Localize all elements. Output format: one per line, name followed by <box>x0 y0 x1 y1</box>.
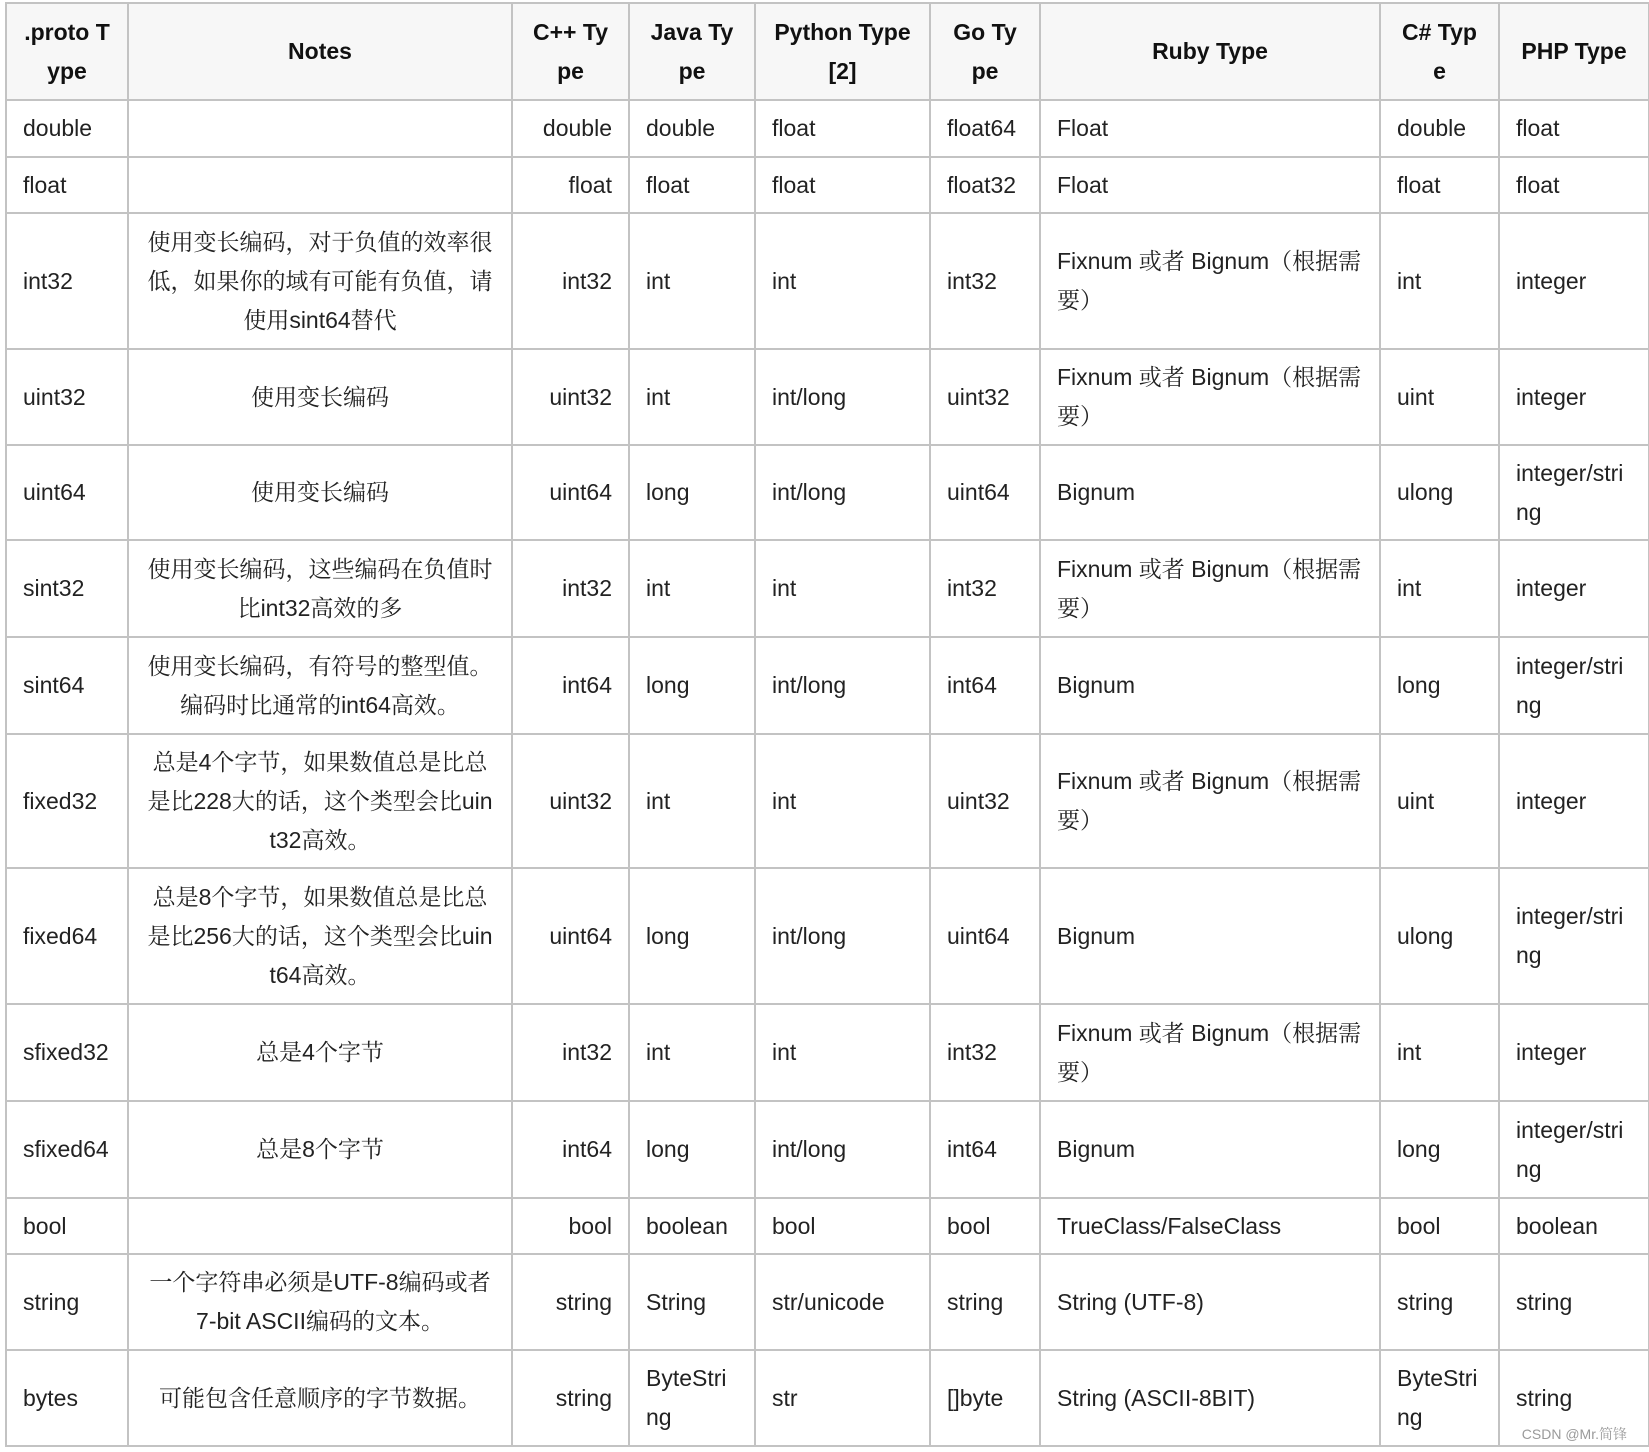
cell-python-type: int <box>755 734 930 868</box>
cell-cpp-type: uint64 <box>512 445 629 540</box>
cell-csharp-type: int <box>1380 213 1499 349</box>
cell-csharp-type: long <box>1380 637 1499 734</box>
cell-python-type: int <box>755 213 930 349</box>
cell-python-type: int/long <box>755 1101 930 1198</box>
cell-python-type: int/long <box>755 637 930 734</box>
cell-go-type: uint64 <box>930 868 1040 1004</box>
cell-java-type: long <box>629 868 755 1004</box>
cell-ruby-type: Bignum <box>1040 868 1380 1004</box>
cell-notes: 一个字符串必须是UTF-8编码或者7-bit ASCII编码的文本。 <box>128 1254 512 1350</box>
cell-java-type: long <box>629 1101 755 1198</box>
header-php-type: PHP Type <box>1499 3 1649 100</box>
header-go-type: Go Type <box>930 3 1040 100</box>
cell-go-type: uint32 <box>930 734 1040 868</box>
cell-notes: 总是4个字节，如果数值总是比总是比228大的话，这个类型会比uint32高效。 <box>128 734 512 868</box>
cell-csharp-type: float <box>1380 157 1499 213</box>
cell-go-type: float64 <box>930 100 1040 157</box>
cell-proto-type: bool <box>6 1198 128 1254</box>
table-row <box>6 213 1649 349</box>
cell-ruby-type: Fixnum 或者 Bignum（根据需要） <box>1040 734 1380 868</box>
header-java-type: Java Type <box>629 3 755 100</box>
cell-proto-type: sint32 <box>6 540 128 637</box>
cell-php-type: string <box>1499 1350 1649 1446</box>
header-ruby-type: Ruby Type <box>1040 3 1380 100</box>
table-row <box>6 1198 1649 1254</box>
cell-java-type: int <box>629 213 755 349</box>
header-proto-type: .proto Type <box>6 3 128 100</box>
watermark: CSDN @Mr.简锋 <box>1521 1426 1627 1442</box>
cell-java-type: String <box>629 1254 755 1350</box>
cell-ruby-type: String (ASCII-8BIT) <box>1040 1350 1380 1446</box>
cell-go-type: int32 <box>930 1004 1040 1101</box>
cell-ruby-type: Bignum <box>1040 637 1380 734</box>
cell-proto-type: fixed64 <box>6 868 128 1004</box>
cell-csharp-type: uint <box>1380 349 1499 445</box>
cell-java-type: int <box>629 349 755 445</box>
cell-cpp-type: uint64 <box>512 868 629 1004</box>
header-notes: Notes <box>128 3 512 100</box>
cell-java-type: double <box>629 100 755 157</box>
cell-notes: 总是8个字节，如果数值总是比总是比256大的话，这个类型会比uint64高效。 <box>128 868 512 1004</box>
table-row <box>6 349 1649 445</box>
cell-ruby-type: Fixnum 或者 Bignum（根据需要） <box>1040 349 1380 445</box>
cell-java-type: long <box>629 637 755 734</box>
cell-php-type: integer/string <box>1499 637 1649 734</box>
table-row <box>6 1254 1649 1350</box>
cell-go-type: int32 <box>930 540 1040 637</box>
cell-ruby-type: Float <box>1040 157 1380 213</box>
cell-notes: 总是8个字节 <box>128 1101 512 1198</box>
cell-python-type: float <box>755 157 930 213</box>
cell-python-type: bool <box>755 1198 930 1254</box>
cell-go-type: int64 <box>930 1101 1040 1198</box>
cell-proto-type: sint64 <box>6 637 128 734</box>
cell-csharp-type: double <box>1380 100 1499 157</box>
cell-cpp-type: string <box>512 1254 629 1350</box>
cell-cpp-type: int64 <box>512 637 629 734</box>
cell-ruby-type: Fixnum 或者 Bignum（根据需要） <box>1040 213 1380 349</box>
cell-php-type: integer <box>1499 734 1649 868</box>
cell-notes: 使用变长编码 <box>128 349 512 445</box>
table-row <box>6 1004 1649 1101</box>
cell-java-type: int <box>629 734 755 868</box>
cell-csharp-type: uint <box>1380 734 1499 868</box>
cell-java-type: int <box>629 1004 755 1101</box>
cell-proto-type: fixed32 <box>6 734 128 868</box>
cell-python-type: int/long <box>755 445 930 540</box>
table-row <box>6 157 1649 213</box>
cell-php-type: integer <box>1499 349 1649 445</box>
table-row <box>6 868 1649 1004</box>
cell-go-type: []byte <box>930 1350 1040 1446</box>
cell-ruby-type: Fixnum 或者 Bignum（根据需要） <box>1040 1004 1380 1101</box>
header-cpp-type: C++ Type <box>512 3 629 100</box>
cell-python-type: int/long <box>755 868 930 1004</box>
cell-proto-type: int32 <box>6 213 128 349</box>
header-row <box>6 3 1649 100</box>
proto-type-mapping-table <box>5 2 1649 1447</box>
cell-proto-type: sfixed64 <box>6 1101 128 1198</box>
cell-cpp-type: uint32 <box>512 349 629 445</box>
cell-proto-type: double <box>6 100 128 157</box>
cell-python-type: int <box>755 1004 930 1101</box>
cell-python-type: str <box>755 1350 930 1446</box>
cell-php-type: integer <box>1499 213 1649 349</box>
table-row <box>6 1350 1649 1446</box>
cell-java-type: long <box>629 445 755 540</box>
cell-php-type: integer/string <box>1499 1101 1649 1198</box>
cell-php-type: integer <box>1499 1004 1649 1101</box>
cell-cpp-type: float <box>512 157 629 213</box>
table-row <box>6 1101 1649 1198</box>
cell-notes <box>128 100 512 157</box>
cell-notes: 总是4个字节 <box>128 1004 512 1101</box>
cell-cpp-type: int32 <box>512 213 629 349</box>
cell-notes: 使用变长编码，这些编码在负值时比int32高效的多 <box>128 540 512 637</box>
cell-ruby-type: Float <box>1040 100 1380 157</box>
cell-php-type: string <box>1499 1254 1649 1350</box>
cell-go-type: int32 <box>930 213 1040 349</box>
cell-php-type: integer/string <box>1499 445 1649 540</box>
cell-cpp-type: bool <box>512 1198 629 1254</box>
cell-go-type: float32 <box>930 157 1040 213</box>
cell-php-type: boolean <box>1499 1198 1649 1254</box>
cell-python-type: str/unicode <box>755 1254 930 1350</box>
table-row <box>6 100 1649 157</box>
cell-ruby-type: String (UTF-8) <box>1040 1254 1380 1350</box>
cell-java-type: ByteString <box>629 1350 755 1446</box>
cell-notes: 使用变长编码，有符号的整型值。编码时比通常的int64高效。 <box>128 637 512 734</box>
header-csharp-type: C# Type <box>1380 3 1499 100</box>
cell-notes: 可能包含任意顺序的字节数据。 <box>128 1350 512 1446</box>
cell-python-type: int <box>755 540 930 637</box>
cell-go-type: string <box>930 1254 1040 1350</box>
cell-cpp-type: uint32 <box>512 734 629 868</box>
cell-ruby-type: Bignum <box>1040 1101 1380 1198</box>
cell-ruby-type: Bignum <box>1040 445 1380 540</box>
cell-ruby-type: TrueClass/FalseClass <box>1040 1198 1380 1254</box>
cell-csharp-type: string <box>1380 1254 1499 1350</box>
cell-proto-type: sfixed32 <box>6 1004 128 1101</box>
cell-csharp-type: bool <box>1380 1198 1499 1254</box>
header-python-type: Python Type[2] <box>755 3 930 100</box>
cell-notes: 使用变长编码，对于负值的效率很低，如果你的域有可能有负值，请使用sint64替代 <box>128 213 512 349</box>
cell-java-type: int <box>629 540 755 637</box>
cell-proto-type: float <box>6 157 128 213</box>
cell-java-type: boolean <box>629 1198 755 1254</box>
cell-ruby-type: Fixnum 或者 Bignum（根据需要） <box>1040 540 1380 637</box>
cell-csharp-type: ByteString <box>1380 1350 1499 1446</box>
cell-notes: 使用变长编码 <box>128 445 512 540</box>
cell-csharp-type: long <box>1380 1101 1499 1198</box>
cell-go-type: uint32 <box>930 349 1040 445</box>
cell-go-type: bool <box>930 1198 1040 1254</box>
cell-proto-type: string <box>6 1254 128 1350</box>
cell-php-type: float <box>1499 100 1649 157</box>
cell-csharp-type: int <box>1380 540 1499 637</box>
cell-csharp-type: ulong <box>1380 445 1499 540</box>
cell-java-type: float <box>629 157 755 213</box>
cell-proto-type: uint64 <box>6 445 128 540</box>
cell-csharp-type: int <box>1380 1004 1499 1101</box>
table-row <box>6 637 1649 734</box>
cell-cpp-type: int64 <box>512 1101 629 1198</box>
table-row <box>6 445 1649 540</box>
cell-go-type: uint64 <box>930 445 1040 540</box>
cell-proto-type: uint32 <box>6 349 128 445</box>
cell-go-type: int64 <box>930 637 1040 734</box>
cell-cpp-type: double <box>512 100 629 157</box>
table-row <box>6 540 1649 637</box>
cell-python-type: float <box>755 100 930 157</box>
cell-csharp-type: ulong <box>1380 868 1499 1004</box>
cell-php-type: integer/string <box>1499 868 1649 1004</box>
cell-php-type: integer <box>1499 540 1649 637</box>
cell-php-type: float <box>1499 157 1649 213</box>
cell-cpp-type: int32 <box>512 1004 629 1101</box>
table-row <box>6 734 1649 868</box>
cell-notes <box>128 1198 512 1254</box>
cell-cpp-type: int32 <box>512 540 629 637</box>
cell-notes <box>128 157 512 213</box>
cell-python-type: int/long <box>755 349 930 445</box>
cell-proto-type: bytes <box>6 1350 128 1446</box>
cell-cpp-type: string <box>512 1350 629 1446</box>
